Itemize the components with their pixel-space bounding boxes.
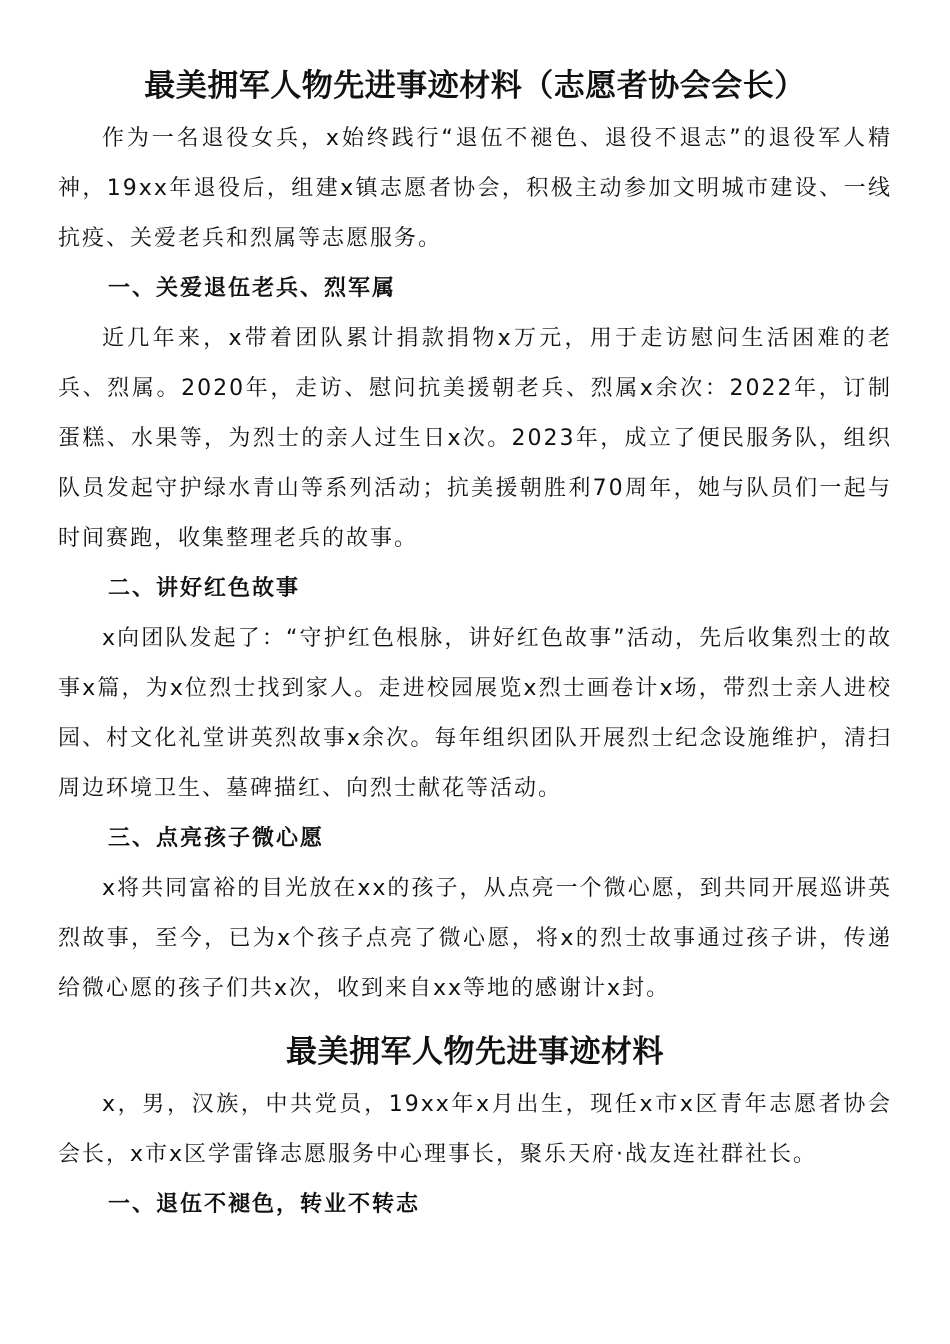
document-page (58, 58, 892, 1230)
second-intro-paragraph: x，男，汉族，中共党员，19xx年x月出生，现任x市x区青年志愿者协会会长，x市x区学雷锋志愿服务中心理事长，聚乐天府·战友连社群社长。 (58, 1092, 892, 1167)
section-heading-care-veterans: 一、关爱退伍老兵、烈军属 (108, 276, 397, 301)
section-body-micro-wishes: x将共同富裕的目光放在xx的孩子，从点亮一个微心愿，到共同开展巡讲英烈故事，至今，已为x个孩子点亮了微心愿，将x的烈士故事通过孩子讲，传递给微心愿的孩子们共x次，收到来自xx等地的感谢计x封。 (58, 876, 892, 1001)
section-heading-micro-wishes: 三、点亮孩子微心愿 (108, 826, 325, 851)
section-body-red-stories: x向团队发起了：“守护红色根脉，讲好红色故事”活动，先后收集烈士的故事x篇，为x位烈士找到家人。走进校园展览x烈士画卷计x场，带烈士亲人进校园、村文化礼堂讲英烈故事x余次。每年组织团队开展烈士纪念设施维护，清扫周边环境卫生、墓碑描红、向烈士献花等活动。 (58, 626, 892, 801)
document-title: 最美拥军人物先进事迹材料（志愿者协会会长） (144, 68, 806, 104)
intro-paragraph: 作为一名退役女兵，x始终践行“退伍不褪色、退役不退志”的退役军人精神，19xx年退役后，组建x镇志愿者协会，积极主动参加文明城市建设、一线抗疫、关爱老兵和烈属等志愿服务。 (58, 126, 892, 251)
second-document-title: 最美拥军人物先进事迹材料 (286, 1034, 664, 1070)
section-body-care-veterans: 近几年来，x带着团队累计捐款捐物x万元，用于走访慰问生活困难的老兵、烈属。2020年，走访、慰问抗美援朝老兵、烈属x余次：2022年，订制蛋糕、水果等，为烈士的亲人过生日x次。2023年，成立了便民服务队，组织队员发起守护绿水青山等系列活动；抗美援朝胜利70周年，她与队员们一起与时间赛跑，收集整理老兵的故事。 (58, 326, 892, 551)
section-heading-red-stories: 二、讲好红色故事 (108, 576, 301, 601)
second-section-heading: 一、退伍不褪色，转业不转志 (108, 1192, 421, 1217)
